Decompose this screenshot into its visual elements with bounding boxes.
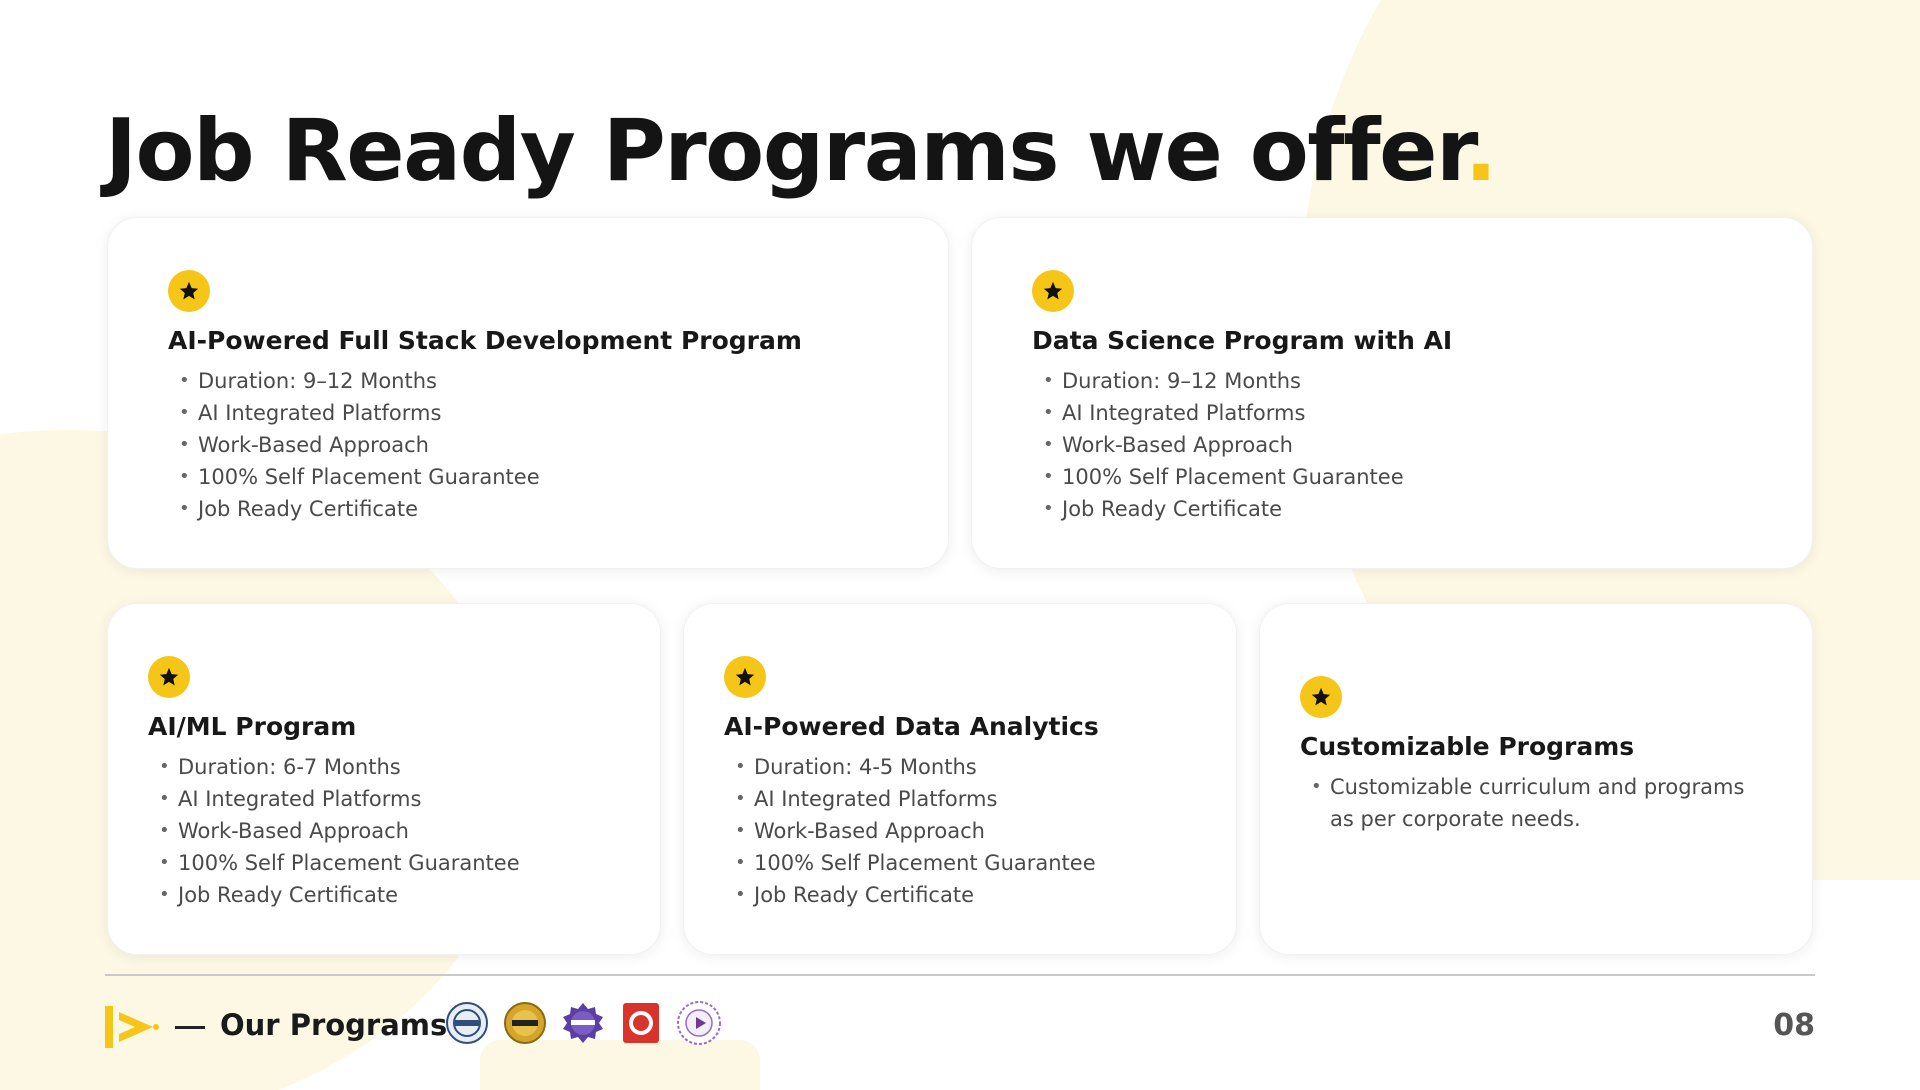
list-item: • AI Integrated Platforms (168, 397, 802, 429)
quality-standard-seal-icon (560, 1000, 606, 1046)
program-card-full-stack (107, 217, 949, 569)
card-title: Customizable Programs (1300, 732, 1635, 761)
list-item: • Duration: 4-5 Months (724, 751, 1099, 783)
list-item: • 100% Self Placement Guarantee (1032, 461, 1452, 493)
certification-badges (444, 1000, 722, 1046)
list-item: • 100% Self Placement Guarantee (168, 461, 802, 493)
page-number: 08 (1773, 1008, 1815, 1043)
star-icon (148, 656, 190, 698)
program-card-data-science (971, 217, 1813, 569)
page-title-text: Job Ready Programs we offer (105, 101, 1465, 201)
feature-list (724, 751, 1099, 911)
red-certification-seal-icon (618, 1000, 664, 1046)
list-item: • AI Integrated Platforms (724, 783, 1099, 815)
section-label: Our Programs (220, 1008, 448, 1042)
card-title: Data Science Program with AI (1032, 326, 1453, 355)
list-item: • Duration: 9–12 Months (168, 365, 802, 397)
list-item: • Customizable curriculum and programs as per corporate needs. (1300, 771, 1770, 835)
list-item: • Job Ready Certificate (724, 879, 1099, 911)
list-item: • Duration: 9–12 Months (1032, 365, 1452, 397)
background-blob-bottom (480, 1040, 760, 1090)
star-icon (1032, 270, 1074, 312)
list-item: • Work-Based Approach (148, 815, 520, 847)
footer-divider (105, 974, 1815, 976)
footer-dash (175, 1026, 205, 1029)
list-item: • Job Ready Certificate (1032, 493, 1452, 525)
feature-list (148, 751, 520, 911)
feature-list (1032, 365, 1452, 525)
list-item: • AI Integrated Platforms (1032, 397, 1452, 429)
list-item: • 100% Self Placement Guarantee (148, 847, 520, 879)
list-item: • Work-Based Approach (724, 815, 1099, 847)
card-title: AI/ML Program (148, 712, 357, 741)
iso-certified-seal-icon (502, 1000, 548, 1046)
list-item: • Job Ready Certificate (148, 879, 520, 911)
star-icon (168, 270, 210, 312)
list-item: • Work-Based Approach (168, 429, 802, 461)
list-item: • AI Integrated Platforms (148, 783, 520, 815)
brand-logo-icon (105, 1006, 159, 1053)
program-card-customizable (1259, 603, 1813, 955)
star-icon (724, 656, 766, 698)
star-icon (1300, 676, 1342, 718)
list-item: • Work-Based Approach (1032, 429, 1452, 461)
list-item: • Duration: 6-7 Months (148, 751, 520, 783)
program-card-data-analytics (683, 603, 1237, 955)
page-title-dot: . (1464, 101, 1496, 201)
list-item: • Job Ready Certificate (168, 493, 802, 525)
list-item: • 100% Self Placement Guarantee (724, 847, 1099, 879)
card-title: AI-Powered Full Stack Development Program (168, 326, 802, 355)
page-title (105, 100, 1496, 203)
program-card-ai-ml (107, 603, 661, 955)
feature-list (1300, 771, 1770, 835)
feature-list (168, 365, 802, 525)
card-title: AI-Powered Data Analytics (724, 712, 1099, 741)
purple-brand-seal-icon (676, 1000, 722, 1046)
original-seal-icon (444, 1000, 490, 1046)
